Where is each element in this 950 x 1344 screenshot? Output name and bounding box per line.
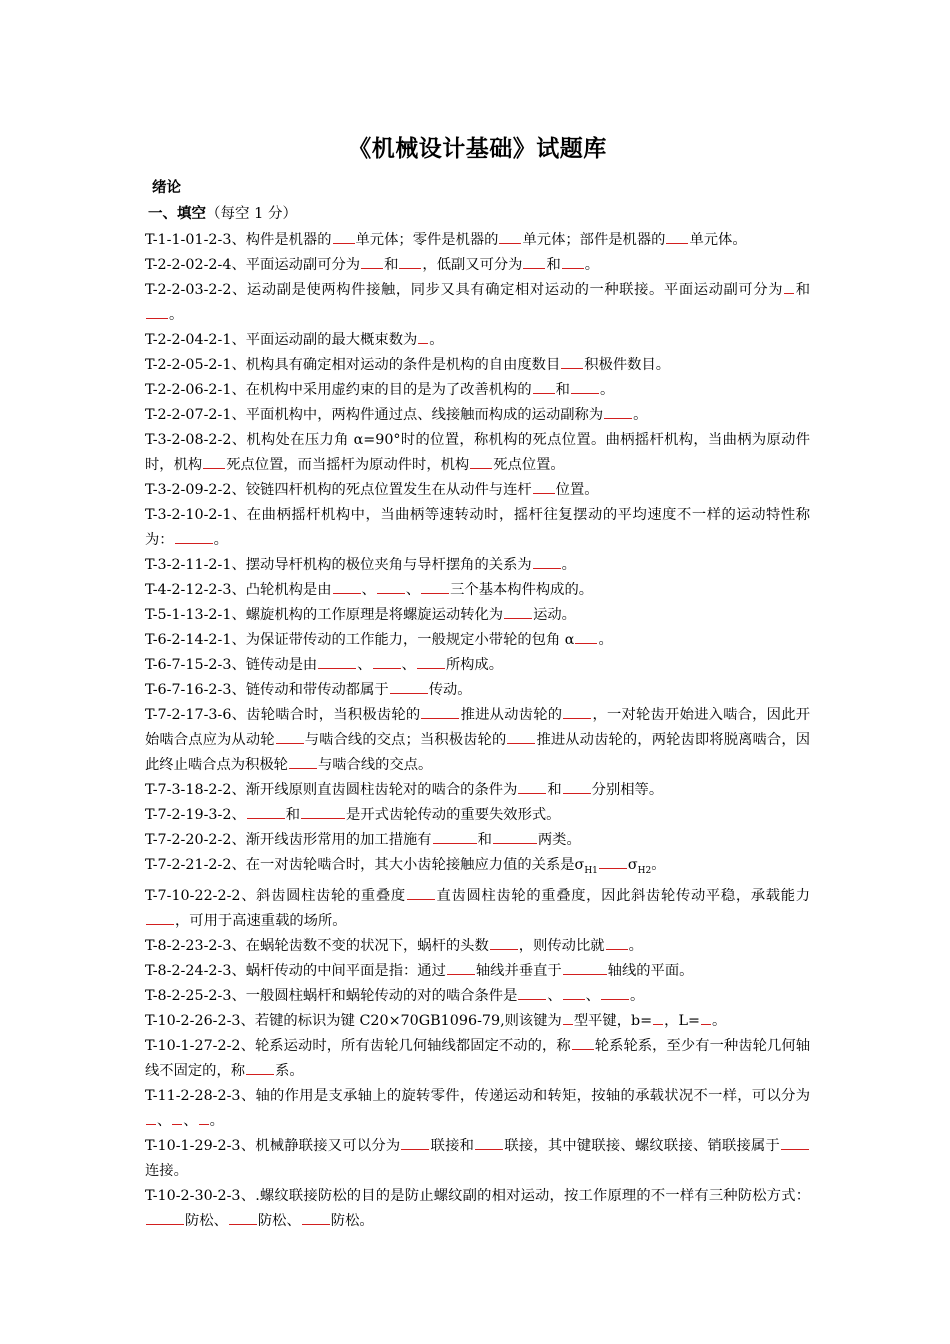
question-text: ，L= xyxy=(664,1012,700,1029)
question-item xyxy=(145,884,810,934)
question-id: T-5-1-13-2-1 xyxy=(145,607,232,623)
question-text: 防松、 xyxy=(257,1212,301,1229)
question-id: T-10-2-30-2-3 xyxy=(145,1187,241,1204)
question-text: 。 xyxy=(209,1112,224,1129)
question-item xyxy=(145,653,810,678)
question-item xyxy=(145,278,810,328)
question-id: T-10-2-26-2-3 xyxy=(145,1012,241,1029)
question-item xyxy=(145,553,810,578)
question-text: 两类。 xyxy=(537,832,581,848)
question-text: 联接，其中键联接、螺纹联接、销联接属于 xyxy=(504,1137,781,1154)
question-text: 、若键的标识为键 C20×70GB1096-79,则该键为 xyxy=(240,1012,562,1029)
answer-blank[interactable] xyxy=(433,842,477,844)
question-text: 、机械静联接又可以分为 xyxy=(240,1137,401,1154)
question-item xyxy=(145,778,810,803)
answer-blank[interactable] xyxy=(203,467,225,469)
question-id: T-8-2-23-2-3 xyxy=(145,937,232,954)
question-id: T-7-2-19-3-2 xyxy=(145,807,232,823)
question-id: T-3-2-11-2-1 xyxy=(145,557,232,573)
question-text: 、平面运动副可分为 xyxy=(231,257,361,273)
question-id: T-2-2-07-2-1 xyxy=(145,407,232,423)
question-text: 系。 xyxy=(275,1062,304,1079)
question-id: T-8-2-24-2-3 xyxy=(145,962,232,979)
question-text: 单元体；部件是机器的 xyxy=(522,232,666,248)
question-text: 、斜齿圆柱齿轮的重叠度 xyxy=(240,887,406,904)
answer-blank[interactable] xyxy=(563,998,585,1000)
question-item xyxy=(145,1184,810,1234)
answer-blank[interactable] xyxy=(572,1048,594,1050)
answer-blank[interactable] xyxy=(447,973,475,975)
question-text: 、凸轮机构是由 xyxy=(231,582,332,598)
question-id: T-7-2-20-2-2 xyxy=(145,832,232,848)
question-text: 和 xyxy=(547,782,562,798)
question-id: T-4-2-12-2-3 xyxy=(145,582,232,598)
answer-blank[interactable] xyxy=(604,417,632,419)
question-id: T-3-2-08-2-2 xyxy=(145,432,232,448)
question-text: ，则传动比就 xyxy=(518,937,605,954)
question-text: 防松。 xyxy=(330,1212,374,1229)
answer-blank[interactable] xyxy=(666,242,688,244)
question-text: 死点位置，而当摇杆为原动件时，机构 xyxy=(226,457,470,473)
question-text: 运动。 xyxy=(533,607,576,623)
subsection-label: 一、填空 xyxy=(148,206,206,222)
answer-blank[interactable] xyxy=(518,792,546,794)
page-title: 《机械设计基础》试题库 xyxy=(348,136,607,162)
answer-blank[interactable] xyxy=(533,567,561,569)
answer-blank[interactable] xyxy=(301,817,345,819)
question-text: 防松、 xyxy=(185,1212,228,1229)
question-text: 。 xyxy=(651,857,666,873)
answer-blank[interactable] xyxy=(493,842,537,844)
answer-blank[interactable] xyxy=(246,1073,274,1075)
question-text: 传动。 xyxy=(428,682,472,698)
question-text: 、渐开线原则直齿圆柱齿轮对的啮合的条件为 xyxy=(231,782,518,798)
answer-blank[interactable] xyxy=(571,392,599,394)
question-list xyxy=(145,228,810,1234)
question-id: T-2-2-06-2-1 xyxy=(145,382,232,398)
question-text: 连接。 xyxy=(145,1162,188,1179)
question-text: 、链传动和带传动都属于 xyxy=(231,682,389,698)
question-text: 。 xyxy=(561,557,576,573)
question-text: 和 xyxy=(285,807,301,823)
question-text: 、 xyxy=(357,657,372,673)
question-item xyxy=(145,1134,810,1184)
question-text: 、 xyxy=(547,987,562,1004)
question-text: ，一对轮齿开始进入啮合，因此开始啮合点应为从动轮 xyxy=(145,707,811,748)
answer-blank[interactable] xyxy=(146,1223,184,1225)
answer-blank[interactable] xyxy=(475,1148,503,1150)
answer-blank[interactable] xyxy=(390,692,428,694)
question-text: 、轮系运动时，所有齿轮几何轴线都固定不动的，称 xyxy=(240,1037,571,1054)
answer-blank[interactable] xyxy=(518,998,546,1000)
question-text: 、渐开线齿形常用的加工措施有 xyxy=(231,832,432,848)
question-text: 。 xyxy=(169,307,184,323)
question-item xyxy=(145,353,810,378)
answer-blank[interactable] xyxy=(562,267,584,269)
question-item xyxy=(145,328,810,353)
answer-blank[interactable] xyxy=(146,1123,156,1125)
answer-blank[interactable] xyxy=(421,592,449,594)
question-text: ，低副又可分为 xyxy=(422,257,523,273)
answer-blank[interactable] xyxy=(507,742,535,744)
answer-blank[interactable] xyxy=(229,1223,257,1225)
question-id: T-7-3-18-2-2 xyxy=(145,782,232,798)
answer-blank[interactable] xyxy=(247,817,285,819)
question-text: 、机构具有确定相对运动的条件是机构的自由度数目 xyxy=(231,357,561,373)
question-item xyxy=(145,428,810,478)
answer-blank[interactable] xyxy=(784,292,794,294)
question-text: 。 xyxy=(633,407,648,423)
question-text: 是开式齿轮传动的重要失效形式。 xyxy=(346,807,561,823)
question-item xyxy=(145,934,810,959)
question-text: 和 xyxy=(384,257,399,273)
question-text: 与啮合线的交点；当积极齿轮的 xyxy=(304,732,507,748)
question-text: 、 xyxy=(585,987,600,1004)
question-text: 。 xyxy=(599,382,615,398)
question-text: 。 xyxy=(711,1012,727,1029)
question-item xyxy=(145,503,810,553)
question-item xyxy=(145,1084,810,1134)
question-item xyxy=(145,678,810,703)
question-text: 。 xyxy=(584,257,600,273)
question-text: 、平面运动副的最大概束数为 xyxy=(231,332,418,348)
question-id: T-2-2-05-2-1 xyxy=(145,357,232,373)
question-id: T-7-2-21-2-2 xyxy=(145,857,232,873)
question-item xyxy=(145,828,810,853)
question-item xyxy=(145,703,810,778)
question-id: T-7-2-17-3-6 xyxy=(145,707,232,723)
answer-blank[interactable] xyxy=(333,592,361,594)
question-item xyxy=(145,253,810,278)
question-text: 、 xyxy=(405,582,421,598)
answer-blank[interactable] xyxy=(499,242,521,244)
question-id: T-6-2-14-2-1 xyxy=(145,632,232,648)
answer-blank[interactable] xyxy=(490,948,518,950)
question-text: 、摆动导杆机构的极位夹角与导杆摆角的关系为 xyxy=(231,557,532,573)
answer-blank[interactable] xyxy=(146,317,168,319)
question-text: 。 xyxy=(628,937,643,954)
question-text: 。 xyxy=(213,532,228,548)
answer-blank[interactable] xyxy=(318,667,356,669)
question-text: 、为保证带传动的工作能力，一般规定小带轮的包角 α xyxy=(231,632,575,648)
question-text: 轴线并垂直于 xyxy=(475,962,562,979)
question-text: 、在机构中采用虚约束的目的是为了改善机构的 xyxy=(231,382,532,398)
answer-blank[interactable] xyxy=(523,267,545,269)
answer-blank[interactable] xyxy=(417,667,445,669)
question-text: 联接和 xyxy=(430,1137,475,1154)
document-page xyxy=(145,130,810,1234)
question-item xyxy=(145,628,810,653)
question-text: 位置。 xyxy=(555,482,599,498)
question-item xyxy=(145,478,810,503)
answer-blank[interactable] xyxy=(377,592,405,594)
answer-blank[interactable] xyxy=(146,923,174,925)
answer-blank[interactable] xyxy=(421,717,459,719)
question-text: 、 xyxy=(183,1112,198,1129)
answer-blank[interactable] xyxy=(407,898,435,900)
answer-blank[interactable] xyxy=(781,1148,809,1150)
answer-blank[interactable] xyxy=(575,642,597,644)
question-text: 、平面机构中，两构件通过点、线接触而构成的运动副称为 xyxy=(231,407,604,423)
question-id: T-8-2-25-2-3 xyxy=(145,987,232,1004)
question-item xyxy=(145,803,810,828)
answer-blank[interactable] xyxy=(701,1023,711,1025)
question-text: 。 xyxy=(629,987,645,1004)
question-text: 、链传动是由 xyxy=(231,657,318,673)
answer-blank[interactable] xyxy=(653,1023,663,1025)
question-text: 死点位置。 xyxy=(493,457,565,473)
question-id: T-6-7-16-2-3 xyxy=(145,682,232,698)
answer-blank[interactable] xyxy=(563,973,607,975)
question-text: 、一般圆柱蜗杆和蜗轮传动的对的啮合条件是 xyxy=(231,987,518,1004)
answer-blank[interactable] xyxy=(276,742,304,744)
question-text: 、蜗杆传动的中间平面是指：通过 xyxy=(231,962,446,979)
question-text: 、 xyxy=(361,582,376,598)
answer-blank[interactable] xyxy=(599,867,627,869)
question-text: 直齿圆柱齿轮的重叠度，因此斜齿轮传动平稳，承载能力 xyxy=(435,887,811,904)
question-text: 。 xyxy=(429,332,444,348)
question-text: 、 xyxy=(401,657,416,673)
answer-blank[interactable] xyxy=(601,998,629,1000)
question-text: 、.螺纹联接防松的目的是防止螺纹副的相对运动，按工作原理的不一样有三种防松方式： xyxy=(240,1187,810,1204)
answer-blank[interactable] xyxy=(561,367,583,369)
answer-blank[interactable] xyxy=(289,767,317,769)
question-item xyxy=(145,603,810,628)
question-text: 、在蜗轮齿数不变的状况下，蜗杆的头数 xyxy=(231,937,489,954)
answer-blank[interactable] xyxy=(399,267,421,269)
answer-blank[interactable] xyxy=(333,242,355,244)
question-id: T-3-2-09-2-2 xyxy=(145,482,232,498)
question-text: 、轴的作用是支承轴上的旋转零件，传递运动和转矩，按轴的承载状况不一样，可以分为 xyxy=(240,1087,810,1104)
question-text: 、机构处在压力角 α=90°时的位置，称机构的死点位置。曲柄摇杆机构，当曲柄为原动件时，机构 xyxy=(145,432,810,473)
question-text: 分别相等。 xyxy=(591,782,664,798)
question-text: 。 xyxy=(598,632,613,648)
question-item xyxy=(145,959,810,984)
answer-blank[interactable] xyxy=(504,617,532,619)
answer-blank[interactable] xyxy=(199,1123,209,1125)
answer-blank[interactable] xyxy=(401,1148,429,1150)
answer-blank[interactable] xyxy=(470,467,492,469)
question-id: T-10-1-29-2-3 xyxy=(145,1137,241,1154)
question-item xyxy=(145,853,810,884)
question-id: T-6-7-15-2-3 xyxy=(145,657,232,673)
question-text: 、在一对齿轮啮合时，其大小齿轮接触应力值的关系是σ xyxy=(231,857,585,873)
question-text: 单元体。 xyxy=(689,232,747,248)
question-text: 与啮合线的交点。 xyxy=(317,757,433,773)
question-item xyxy=(145,228,810,253)
question-id: T-7-10-22-2-2 xyxy=(145,887,241,904)
answer-blank[interactable] xyxy=(533,392,555,394)
question-id: T-2-2-04-2-1 xyxy=(145,332,232,348)
question-text: 所构成。 xyxy=(445,657,503,673)
question-text: 轴线的平面。 xyxy=(607,962,694,979)
answer-blank[interactable] xyxy=(418,342,428,344)
question-item xyxy=(145,1034,810,1084)
question-text: 和 xyxy=(555,382,570,398)
answer-blank[interactable] xyxy=(373,667,401,669)
question-item xyxy=(145,578,810,603)
subsection-heading xyxy=(148,203,810,225)
question-text: 、 xyxy=(157,1112,172,1129)
question-item xyxy=(145,378,810,403)
subsection-note: （每空 1 分） xyxy=(206,206,297,222)
answer-blank[interactable] xyxy=(563,1023,573,1025)
question-text: 单元体；零件是机器的 xyxy=(355,232,499,248)
question-text: ，可用于高速重载的场所。 xyxy=(175,912,347,929)
answer-blank[interactable] xyxy=(563,717,591,719)
question-text: 、构件是机器的 xyxy=(231,232,332,248)
answer-blank[interactable] xyxy=(172,1123,182,1125)
question-text: 积极件数目。 xyxy=(584,357,671,373)
question-text: 、铰链四杆机构的死点位置发生在从动件与连杆 xyxy=(231,482,532,498)
question-item xyxy=(145,403,810,428)
question-text: 轮系轮系，至少有一种齿轮几何轴线不固定的，称 xyxy=(145,1037,810,1079)
question-text: 三个基本构件构成的。 xyxy=(450,582,594,598)
answer-blank[interactable] xyxy=(361,267,383,269)
question-text: 、运动副是使两构件接触，同步又具有确定相对运动的一种联接。平面运动副可分为 xyxy=(231,282,784,298)
question-text: 、 xyxy=(231,807,246,823)
question-text: 型平键，b= xyxy=(573,1012,653,1029)
question-id: T-3-2-10-2-1 xyxy=(145,507,232,523)
subscript-label: H1 xyxy=(584,865,598,876)
question-id: T-11-2-28-2-3 xyxy=(145,1087,241,1104)
question-text: 、齿轮啮合时，当积极齿轮的 xyxy=(231,707,421,723)
answer-blank[interactable] xyxy=(563,792,591,794)
question-text: 、螺旋机构的工作原理是将螺旋运动转化为 xyxy=(231,607,504,623)
question-text: 推进从动齿轮的，两轮齿即将脱离啮合，因此终止啮合点为积极轮 xyxy=(145,732,811,773)
question-id: T-1-1-01-2-3 xyxy=(145,232,232,248)
question-text: 和 xyxy=(795,282,811,298)
question-item xyxy=(145,984,810,1009)
answer-blank[interactable] xyxy=(175,542,213,544)
section-heading: 绪论 xyxy=(152,180,181,196)
question-id: T-2-2-02-2-4 xyxy=(145,257,232,273)
question-text: 和 xyxy=(546,257,561,273)
question-text: 推进从动齿轮的 xyxy=(460,707,563,723)
question-id: T-10-1-27-2-2 xyxy=(145,1037,241,1054)
question-text: 和 xyxy=(477,832,492,848)
subscript-label: H2 xyxy=(637,865,652,876)
question-text: 、在曲柄摇杆机构中，当曲柄等速转动时，摇杆往复摆动的平均速度不一样的运动特性称为： xyxy=(145,507,810,548)
answer-blank[interactable] xyxy=(533,492,555,494)
answer-blank[interactable] xyxy=(606,948,628,950)
answer-blank[interactable] xyxy=(302,1223,330,1225)
question-text: σ xyxy=(627,857,638,873)
question-item xyxy=(145,1009,810,1034)
question-id: T-2-2-03-2-2 xyxy=(145,282,232,298)
